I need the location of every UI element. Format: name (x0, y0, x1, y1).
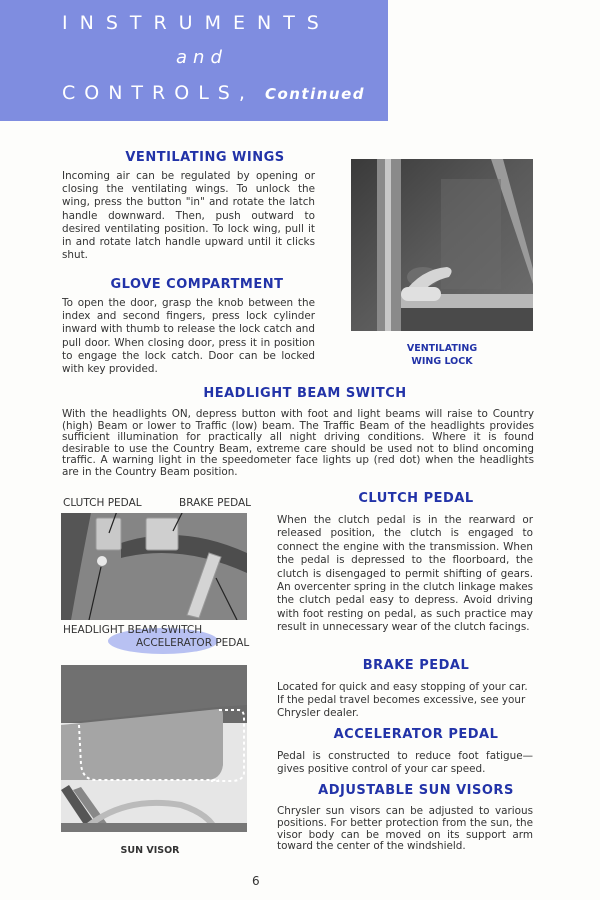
label-brake-pedal: BRAKE PEDAL (179, 497, 252, 509)
pedals-illustration (61, 513, 247, 620)
caption-wing-lock-line2: WING LOCK (411, 356, 473, 367)
title-controls-word: CONTROLS, (62, 82, 254, 104)
sun-visor-photo (61, 665, 247, 832)
caption-sun-visor: SUN VISOR (120, 845, 180, 856)
heading-clutch-pedal: CLUTCH PEDAL (358, 491, 474, 506)
text-accelerator-pedal: Pedal is constructed to reduce foot fatigue—gives positive control of your car speed. (277, 750, 533, 776)
title-line-and: and (176, 47, 228, 68)
title-line-instruments: INSTRUMENTS (62, 12, 331, 34)
heading-adjustable-sun-visors: ADJUSTABLE SUN VISORS (318, 783, 514, 798)
page-number: 6 (252, 874, 260, 888)
wing-lock-illustration (351, 159, 533, 331)
caption-wing-lock (380, 342, 504, 368)
heading-ventilating-wings: VENTILATING WINGS (125, 150, 285, 165)
pedals-photo (61, 513, 247, 620)
heading-accelerator-pedal: ACCELERATOR PEDAL (333, 727, 499, 742)
text-glove-compartment: To open the door, grasp the knob between the index and second fingers, press lock cylinder inward with thumb to release the lock catch and pull door. When closing door, press it in position to engage the lock catch. Door can be locked with key provided. (62, 297, 315, 376)
wing-lock-photo (351, 159, 533, 331)
text-adjustable-sun-visors: Chrysler sun visors can be adjusted to various positions. For better protection from the sun, the visor body can be moved on its support arm toward the center of the windshield. (277, 805, 533, 853)
heading-headlight-beam-switch: HEADLIGHT BEAM SWITCH (203, 386, 407, 401)
text-headlight-beam-switch: With the headlights ON, depress button with foot and light beams will raise to Country (high) Beam or lower to Traffic (low) beam. The Traffic Beam of the headlights provides sufficient illumination for practically all night driving conditions. Where it is found desirable to use the Country Beam, extreme care should be used not to blind oncoming traffic. A warning light in the speedometer face lights up (red dot) when the headlights are in the Country Beam position. (62, 408, 534, 478)
text-brake-pedal: Located for quick and easy stopping of your car. If the pedal travel becomes excessive, see your Chrysler dealer. (277, 681, 528, 720)
title-banner (0, 0, 388, 121)
caption-wing-lock-line1: VENTILATING (406, 343, 478, 354)
title-line-controls (62, 82, 365, 104)
label-headlight-beam-switch: HEADLIGHT BEAM SWITCH (63, 624, 203, 636)
text-clutch-pedal: When the clutch pedal is in the rearward or released position, the clutch is engaged to connect the engine with the transmission. When the pedal is depressed to the floorboard, the clutch is disengaged to permit shifting of gears. An overcenter spring in the clutch linkage makes the clutch pedal easy to depress. Avoid driving with foot resting on pedal, as such practice may result in unnecessary wear of the clutch facings. (277, 514, 533, 634)
heading-glove-compartment: GLOVE COMPARTMENT (110, 277, 284, 292)
text-ventilating-wings: Incoming air can be regulated by opening or closing the ventilating wings. To unlock the wing, press the button "in" and rotate the latch handle downward. Then, push outward to desired ventilating position. To lock wing, pull it in and rotate latch handle upward until it clicks shut. (62, 170, 315, 262)
label-clutch-pedal: CLUTCH PEDAL (63, 497, 142, 509)
heading-brake-pedal: BRAKE PEDAL (362, 658, 470, 673)
title-continued: Continued (264, 85, 366, 103)
sun-visor-illustration (61, 665, 247, 832)
label-accelerator-pedal: ACCELERATOR PEDAL (136, 637, 250, 649)
